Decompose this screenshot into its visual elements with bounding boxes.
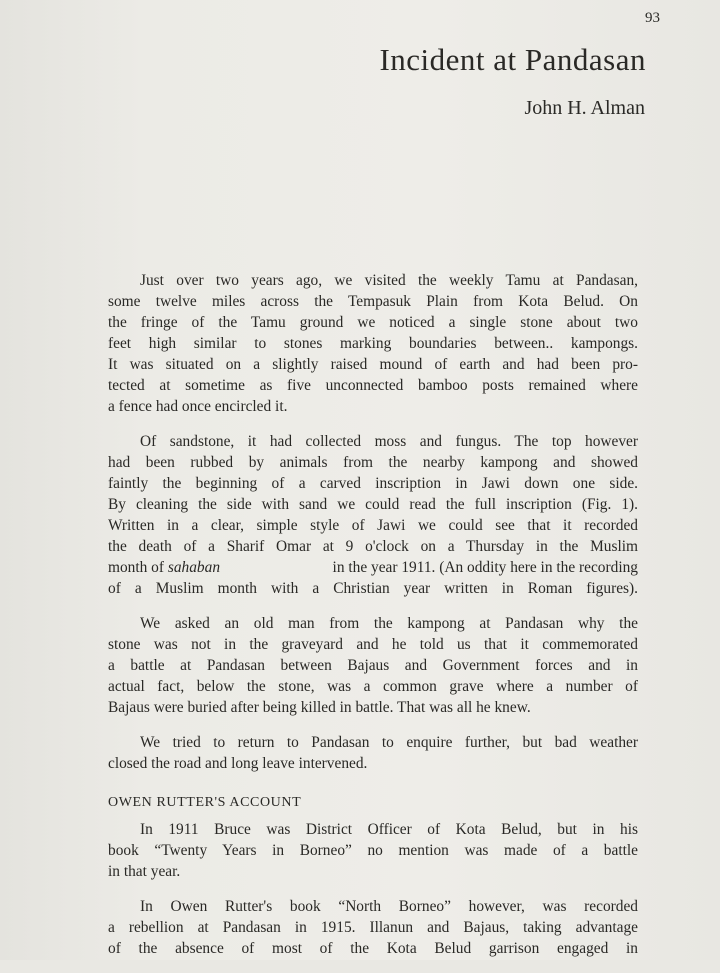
text-line: Of sandstone, it had collected moss and fungus. The top however	[140, 433, 638, 450]
paragraph	[108, 896, 638, 959]
text-line: Bajaus were buried after being killed in battle. That was all he knew.	[108, 699, 531, 716]
text-line: tected at sometime as five unconnected bamboo posts remained where	[108, 377, 638, 394]
paragraph	[108, 819, 638, 882]
text-line: We tried to return to Pandasan to enquire further, but bad weather	[140, 734, 638, 751]
text-line: faintly the beginning of a carved inscription in Jawi down one side.	[108, 475, 638, 492]
text-line: of a Muslim month with a Christian year written in Roman figures).	[108, 580, 638, 597]
text-line: the fringe of the Tamu ground we noticed a single stone about two	[108, 314, 638, 331]
text-line: In Owen Rutter's book “North Borneo” however, was recorded	[140, 898, 638, 915]
text-line: some twelve miles across the Tempasuk Plain from Kota Belud. On	[108, 293, 638, 310]
text-line: a rebellion at Pandasan in 1915. Illanun and Bajaus, taking advantage	[108, 919, 638, 936]
paragraph	[108, 431, 638, 599]
paragraph	[108, 613, 638, 718]
text-fragment: month of	[108, 559, 168, 576]
text-line: book “Twenty Years in Borneo” no mention was made of a battle	[108, 842, 638, 859]
paragraph	[108, 270, 638, 417]
text-fragment: in the year 1911. (An oddity here in the recording	[332, 559, 638, 576]
text-line: By cleaning the side with sand we could read the full inscription (Fig. 1).	[108, 496, 638, 513]
text-line: actual fact, below the stone, was a common grave where a number of	[108, 678, 638, 695]
text-line: the death of a Sharif Omar at 9 o'clock on a Thursday in the Muslim	[108, 538, 638, 555]
text-line: a battle at Pandasan between Bajaus and Government forces and in	[108, 657, 638, 674]
text-line: Written in a clear, simple style of Jawi we could see that it recorded	[108, 517, 638, 534]
text-line: closed the road and long leave intervened.	[108, 755, 368, 772]
text-line: We asked an old man from the kampong at Pandasan why the	[140, 615, 638, 632]
text-line: in that year.	[108, 863, 181, 880]
text-line: stone was not in the graveyard and he told us that it commemorated	[108, 636, 638, 653]
text-line: feet high similar to stones marking boundaries between.. kampongs.	[108, 335, 638, 352]
article-body	[108, 270, 638, 973]
text-line: had been rubbed by animals from the nearby kampong and showed	[108, 454, 638, 471]
article-author: John H. Alman	[524, 97, 645, 119]
text-line: It was situated on a slightly raised mound of earth and had been pro-	[108, 356, 638, 373]
article-title: Incident at Pandasan	[379, 42, 646, 77]
page-number: 93	[645, 10, 660, 26]
text-line: In 1911 Bruce was District Officer of Kota Belud, but in his	[140, 821, 638, 838]
text-line	[108, 557, 638, 578]
paragraph	[108, 732, 638, 774]
section-heading: OWEN RUTTER'S ACCOUNT	[108, 795, 302, 810]
text-line: a fence had once encircled it.	[108, 398, 288, 415]
text-line: Just over two years ago, we visited the weekly Tamu at Pandasan,	[140, 272, 638, 289]
italic-term: sahaban	[167, 559, 221, 576]
text-line: of the absence of most of the Kota Belud garrison engaged in	[108, 940, 638, 957]
